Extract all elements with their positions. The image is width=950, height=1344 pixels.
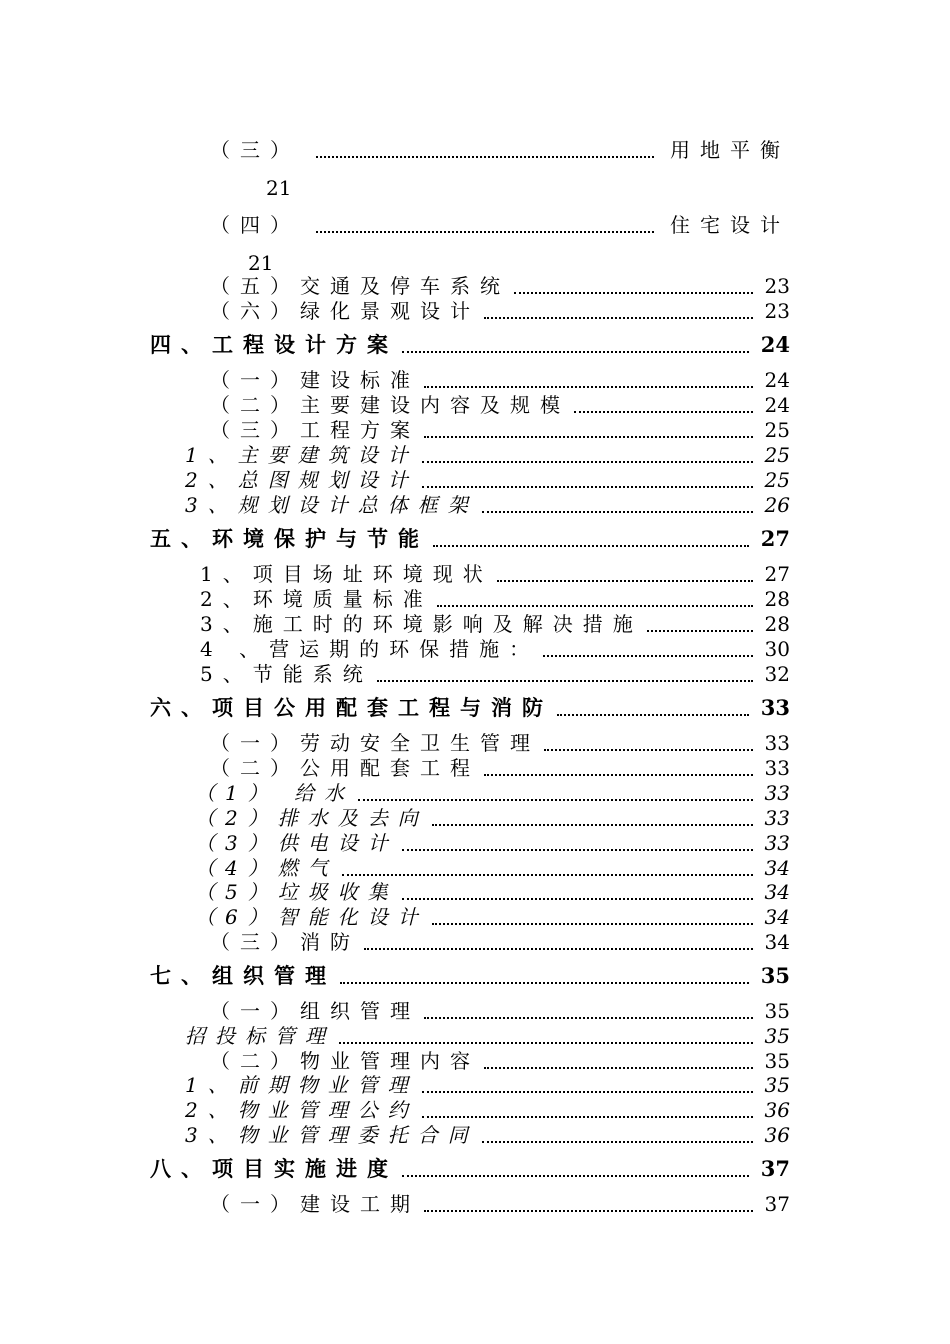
toc-leader-dots	[574, 405, 753, 413]
toc-page-number: 24	[760, 332, 790, 357]
toc-entry[interactable]	[150, 527, 790, 551]
toc-leader-dots	[422, 1110, 753, 1118]
toc-page-number: 33	[764, 781, 790, 805]
toc-entry[interactable]	[210, 213, 790, 237]
toc-leader-dots	[424, 1204, 753, 1212]
toc-entry[interactable]	[210, 393, 790, 417]
toc-leader-dots	[484, 311, 753, 319]
toc-entry-label: 5、节能系统	[200, 662, 373, 686]
toc-entry[interactable]	[195, 905, 790, 929]
toc-entry-label: 2、环境质量标准	[200, 587, 433, 611]
toc-leader-dots	[358, 793, 752, 801]
toc-leader-dots	[402, 1169, 749, 1177]
toc-entry[interactable]	[210, 418, 790, 442]
toc-leader-dots	[433, 539, 749, 547]
toc-leader-dots	[424, 380, 753, 388]
toc-entry[interactable]	[200, 662, 790, 686]
toc-leader-dots	[432, 818, 753, 826]
toc-page-number: 34	[764, 856, 790, 880]
toc-entry-label: 3、物业管理委托合同	[185, 1123, 478, 1147]
toc-leader-dots	[424, 1011, 753, 1019]
toc-leader-dots	[422, 480, 753, 488]
toc-leader-dots	[432, 917, 753, 925]
toc-entry-label: （5）垃圾收集	[195, 880, 398, 904]
toc-entry[interactable]	[185, 443, 790, 467]
toc-entry[interactable]	[185, 1024, 790, 1048]
toc-entry-label: （二）公用配套工程	[210, 756, 480, 780]
toc-leader-dots	[482, 505, 753, 513]
toc-page-number: 35	[764, 1073, 790, 1097]
toc-entry-label: （一）建设标准	[210, 368, 420, 392]
toc-entry-label: 1、前期物业管理	[185, 1073, 418, 1097]
toc-page-number: 36	[764, 1098, 790, 1122]
toc-page-number: 24	[764, 393, 790, 417]
toc-entry[interactable]	[150, 1157, 790, 1181]
toc-entry[interactable]	[185, 1073, 790, 1097]
toc-entry-label: （四）	[210, 213, 300, 237]
toc-leader-dots	[422, 1085, 753, 1093]
toc-entry[interactable]	[210, 299, 790, 323]
toc-entry-label: 2、物业管理公约	[185, 1098, 418, 1122]
toc-entry[interactable]	[185, 1098, 790, 1122]
toc-entry-label: （三）消防	[210, 930, 360, 954]
toc-page-number: 35	[764, 1024, 790, 1048]
toc-entry[interactable]	[195, 781, 790, 805]
toc-entry-label: （1） 给水	[195, 781, 355, 805]
toc-leader-dots	[339, 1036, 753, 1044]
toc-entry[interactable]	[210, 1049, 790, 1073]
toc-entry[interactable]	[210, 756, 790, 780]
toc-entry-label: 1、主要建筑设计	[185, 443, 418, 467]
toc-entry-label: （4）燃气	[195, 856, 338, 880]
toc-leader-dots	[557, 708, 749, 716]
toc-entry[interactable]	[185, 493, 790, 517]
toc-entry[interactable]	[210, 930, 790, 954]
toc-entry-label: （一）建设工期	[210, 1192, 420, 1216]
toc-page-number: 37	[764, 1192, 790, 1216]
toc-leader-dots	[544, 743, 753, 751]
toc-page-number: 21	[248, 251, 274, 275]
toc-entry-label: 4 、营运期的环保措施：	[200, 637, 540, 661]
toc-page-number: 32	[764, 662, 790, 686]
toc-entry-label: （2）排水及去向	[195, 806, 428, 830]
toc-page-number: 28	[764, 612, 790, 636]
toc-page-number: 25	[764, 418, 790, 442]
toc-entry-label: 五、环境保护与节能	[150, 526, 429, 551]
toc-page-number: 33	[764, 831, 790, 855]
toc-page-number: 33	[764, 756, 790, 780]
toc-leader-dots	[364, 942, 753, 950]
toc-page-number: 35	[764, 999, 790, 1023]
toc-entry[interactable]	[185, 1123, 790, 1147]
toc-entry[interactable]	[210, 731, 790, 755]
toc-leader-dots	[402, 345, 749, 353]
toc-page-number: 21	[266, 176, 292, 200]
toc-entry-label: （五）交通及停车系统	[210, 274, 510, 298]
toc-page-number: 33	[764, 731, 790, 755]
toc-leader-dots	[482, 1135, 753, 1143]
toc-page-number: 35	[764, 1049, 790, 1073]
toc-entry-label: 八、项目实施进度	[150, 1156, 398, 1181]
toc-entry-label: 七、组织管理	[150, 963, 336, 988]
toc-page-number: 37	[760, 1156, 790, 1181]
toc-leader-dots	[340, 976, 749, 984]
toc-entry[interactable]	[200, 562, 790, 586]
toc-leader-dots	[377, 674, 753, 682]
toc-page-number: 23	[764, 274, 790, 298]
toc-page-number: 33	[760, 695, 790, 720]
toc-entry-label: 3、施工时的环境影响及解决措施	[200, 612, 643, 636]
toc-entry-suffix: 住宅设计	[670, 213, 790, 237]
toc-entry[interactable]	[210, 274, 790, 298]
toc-entry-label: 2、总图规划设计	[185, 468, 418, 492]
toc-page-number: 27	[760, 526, 790, 551]
toc-entry-label: （二）主要建设内容及规模	[210, 393, 570, 417]
toc-leader-dots	[437, 599, 753, 607]
toc-entry-label: （一）组织管理	[210, 999, 420, 1023]
toc-entry-label: （6）智能化设计	[195, 905, 428, 929]
toc-entry[interactable]	[195, 831, 790, 855]
toc-leader-dots	[484, 1061, 753, 1069]
toc-entry[interactable]	[200, 612, 790, 636]
toc-entry-label: 六、项目公用配套工程与消防	[150, 695, 553, 720]
toc-entry-label: （三）工程方案	[210, 418, 420, 442]
toc-page-number: 24	[764, 368, 790, 392]
toc-entry-label: （一）劳动安全卫生管理	[210, 731, 540, 755]
toc-page-number: 36	[764, 1123, 790, 1147]
toc-page-number: 34	[764, 930, 790, 954]
toc-page-number: 30	[764, 637, 790, 661]
toc-page-number: 26	[764, 493, 790, 517]
toc-entry[interactable]	[150, 696, 790, 720]
toc-entry-label: 1、项目场址环境现状	[200, 562, 493, 586]
toc-page-number: 34	[764, 880, 790, 904]
toc-entry[interactable]	[210, 368, 790, 392]
toc-entry-label: （二）物业管理内容	[210, 1049, 480, 1073]
toc-page-number: 34	[764, 905, 790, 929]
toc-leader-dots	[402, 892, 753, 900]
toc-entry-label: 四、工程设计方案	[150, 332, 398, 357]
toc-page-number: 35	[760, 963, 790, 988]
toc-leader-dots	[484, 768, 753, 776]
toc-entry-label: 招投标管理	[185, 1024, 335, 1048]
toc-page-number: 28	[764, 587, 790, 611]
toc-entry[interactable]	[195, 880, 790, 904]
toc-leader-dots	[497, 574, 753, 582]
toc-leader-dots	[316, 225, 654, 233]
toc-leader-dots	[402, 843, 753, 851]
toc-page-number: 25	[764, 468, 790, 492]
toc-leader-dots	[543, 649, 752, 657]
toc-entry[interactable]	[195, 806, 790, 830]
toc-entry-label: （3）供电设计	[195, 831, 398, 855]
toc-entry-label: （三）	[210, 138, 300, 162]
toc-leader-dots	[514, 286, 753, 294]
toc-page-number: 23	[764, 299, 790, 323]
toc-entry-suffix: 用地平衡	[670, 138, 790, 162]
toc-leader-dots	[422, 455, 753, 463]
toc-entry-label: （六）绿化景观设计	[210, 299, 480, 323]
toc-page-number: 33	[764, 806, 790, 830]
toc-entry[interactable]	[210, 138, 790, 162]
toc-leader-dots	[316, 150, 654, 158]
toc-leader-dots	[342, 868, 753, 876]
toc-leader-dots	[647, 624, 753, 632]
toc-leader-dots	[424, 430, 753, 438]
toc-page-number: 27	[764, 562, 790, 586]
toc-entry[interactable]	[210, 999, 790, 1023]
toc-entry-label: 3、规划设计总体框架	[185, 493, 478, 517]
toc-entry[interactable]	[210, 1192, 790, 1216]
toc-entry[interactable]	[150, 964, 790, 988]
toc-entry[interactable]	[195, 856, 790, 880]
toc-entry[interactable]	[185, 468, 790, 492]
toc-entry[interactable]	[150, 333, 790, 357]
toc-entry[interactable]	[200, 587, 790, 611]
toc-page-number: 25	[764, 443, 790, 467]
toc-entry[interactable]	[200, 637, 790, 661]
